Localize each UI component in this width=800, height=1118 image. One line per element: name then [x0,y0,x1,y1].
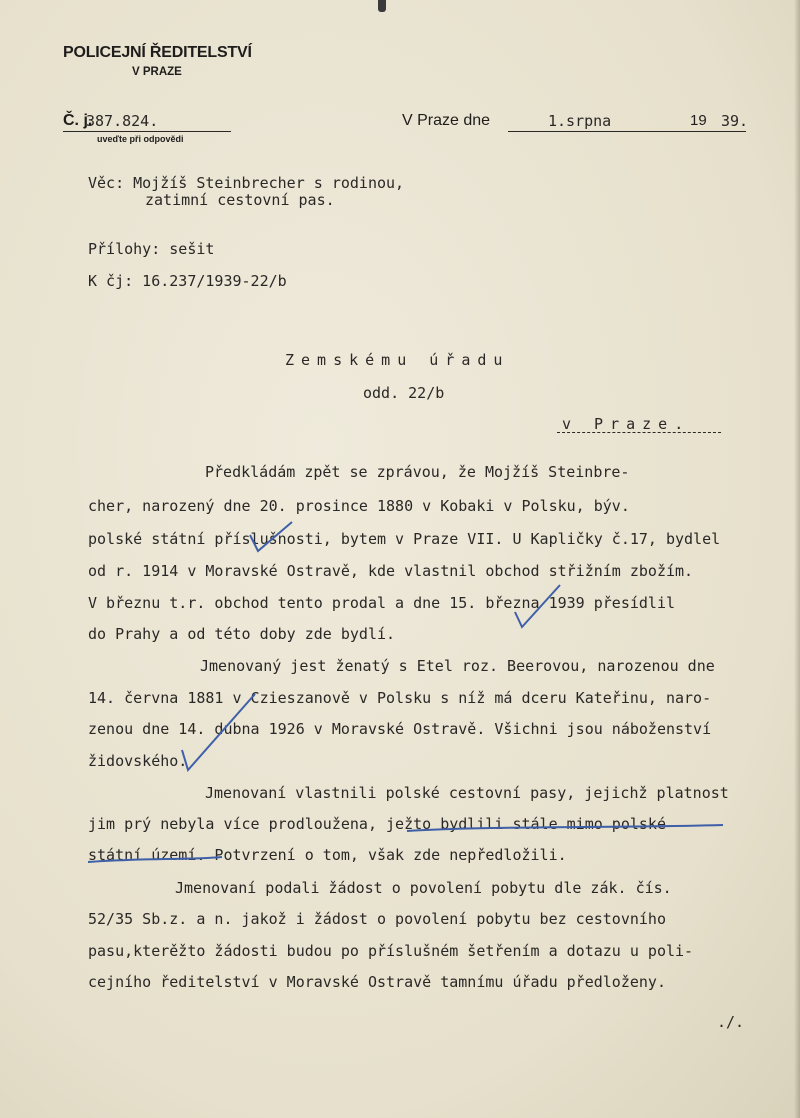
body-line: V březnu t.r. obchod tento prodal a dne 15. března 1939 přesídlil [88,594,675,612]
body-line: cejního ředitelství v Moravské Ostravě tamnímu úřadu předloženy. [88,973,666,991]
reference-number: 387.824. [86,112,159,130]
body-line: cher, narozený dne 20. prosince 1880 v Kobaki v Polsku, býv. [88,497,630,515]
reference-note: uveďte při odpovědi [97,134,184,144]
reference-prefix: Č. j. [63,112,93,129]
body-line: Jmenovaní vlastnili polské cestovní pasy, jejichž platnost [205,784,729,802]
body-line: 52/35 Sb.z. a n. jakož i žádost o povolení pobytu bez cestovního [88,910,666,928]
date-year-suffix: 39. [721,112,749,130]
paper-edge [794,0,800,1118]
body-line: zenou dne 14. dubna 1926 v Moravské Ostravě. Všichni jsou náboženství [88,720,712,738]
continuation-mark: ./. [717,1013,745,1031]
body-line: státní území. Potvrzení o tom, však zde nepředložili. [88,846,567,864]
body-line: od r. 1914 v Moravské Ostravě, kde vlastnil obchod střižním zbožím. [88,562,694,580]
body-line: Jmenovaný jest ženatý s Etel roz. Beerovou, narozenou dne [200,657,715,675]
date-day-month: 1.srpna [548,112,612,130]
letterhead-city: V PRAZE [132,66,182,78]
body-line: Předkládám zpět se zprávou, že Mojžíš Steinbre- [205,463,630,481]
body-line: židovského. [88,752,188,770]
body-line: Jmenovaní podali žádost o povolení pobytu dle zák. čís. [175,879,672,897]
date-underline [508,131,746,132]
punch-hole [378,0,386,12]
date-prefix: V Praze dne [402,112,491,129]
body-line: do Prahy a od této doby zde bydlí. [88,625,396,643]
date-year-prefix: 19 [690,112,707,129]
reference-link-line: K čj: 16.237/1939-22/b [88,272,287,290]
addressee-city: v Praze. [562,415,691,433]
body-line: polské státní příslušnosti, bytem v Praze VII. U Kapličky č.17, bydlel [88,530,721,548]
body-line: 14. června 1881 v Czieszanově v Polsku s níž má dceru Kateřinu, naro- [88,689,712,707]
subject-line-1: Věc: Mojžíš Steinbrecher s rodinou, [88,174,405,192]
subject-line-2: zatimní cestovní pas. [145,191,335,209]
reference-underline [63,131,231,132]
body-line: jim prý nebyla více prodloužena, ježto bydlili stále mimo polské [88,815,666,833]
addressee-underline [557,432,721,433]
attachments-line: Přílohy: sešit [88,240,215,258]
letterhead-title: POLICEJNÍ ŘEDITELSTVÍ [63,44,252,61]
addressee-name: Zemskému úřadu [285,351,510,369]
addressee-department: odd. 22/b [363,384,445,402]
body-line: pasu,kterěžto žádosti budou po příslušném šetřením a dotazu u poli- [88,942,694,960]
